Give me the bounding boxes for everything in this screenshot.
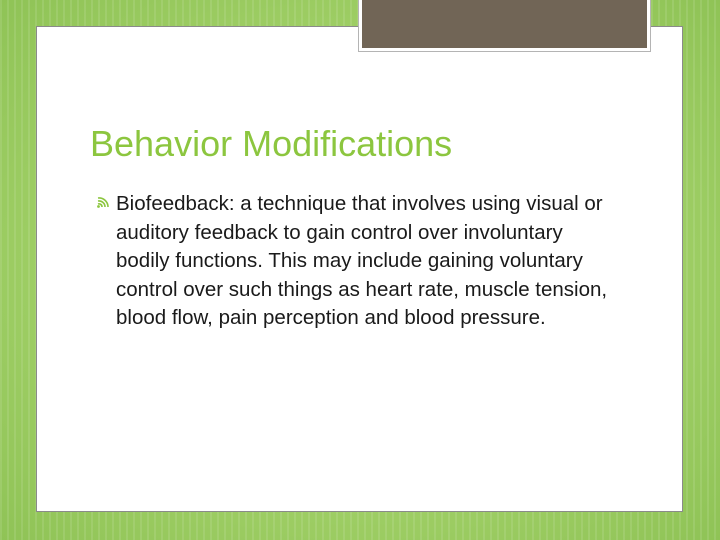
slide-title: Behavior Modifications xyxy=(90,123,453,164)
decorative-top-bar xyxy=(359,0,650,51)
bullet-text: Biofeedback: a technique that involves using visual or auditory feedback to gain control over involuntary bodily functions. This may include gaining voluntary control over such things as heart rate, muscle tension, blood flow, pain perception and blood pressure. xyxy=(116,192,608,329)
bullet-item xyxy=(96,190,616,333)
wifi-signal-bullet-icon xyxy=(96,190,116,333)
